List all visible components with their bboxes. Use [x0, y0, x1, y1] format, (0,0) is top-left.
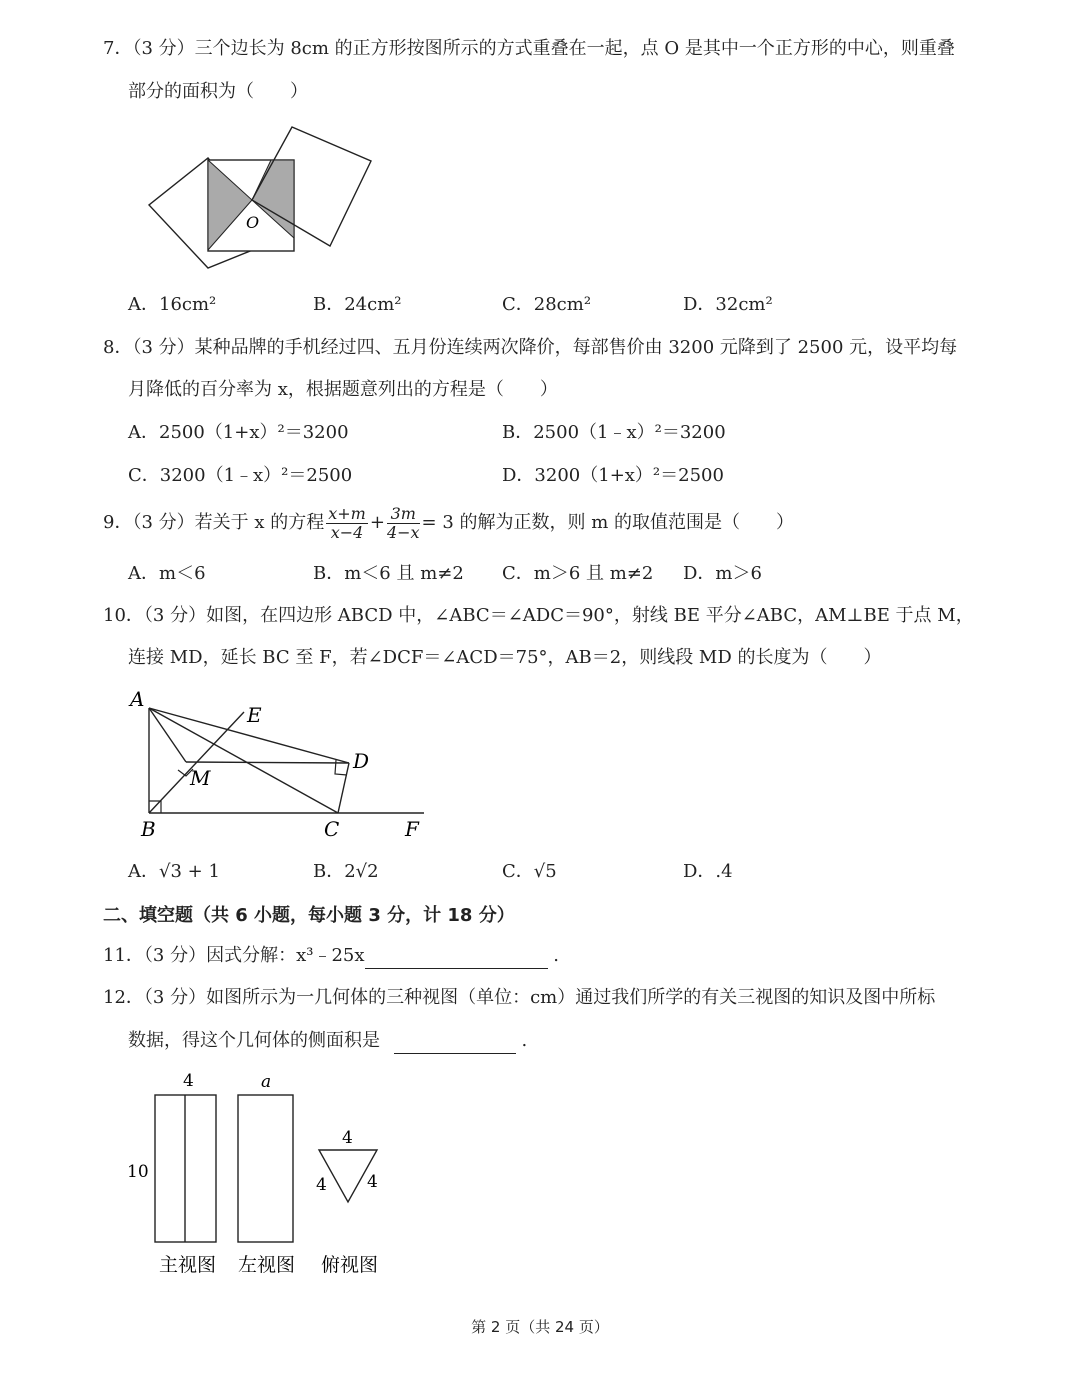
- q10-label-d: D: [353, 749, 370, 773]
- q9-suffix: = 3 的解为正数，则 m 的取值范围是（ ）: [421, 512, 795, 533]
- q10-label-e: E: [247, 703, 262, 727]
- q12-tri-top: 4: [342, 1128, 353, 1148]
- q11-end: .: [553, 945, 559, 966]
- q8-option-d: D．3200（1+x）²＝2500: [502, 465, 724, 486]
- q9-frac1-denominator: x−4: [330, 522, 364, 542]
- q12-line2-text: 数据，得这个几何体的侧面积是: [128, 1030, 380, 1051]
- q12-height: 10: [127, 1162, 149, 1182]
- q9-prefix: 9．（3 分）若关于 x 的方程: [103, 512, 325, 533]
- q12-caption-top: 俯视图: [321, 1254, 379, 1276]
- q12-front-width: 4: [183, 1071, 194, 1091]
- q12-end: .: [521, 1030, 528, 1051]
- q10-label-b: B: [141, 817, 156, 841]
- q10-option-a: A．√3 + 1: [128, 861, 220, 882]
- q12-figure: [120, 1065, 420, 1285]
- q12-tri-right: 4: [367, 1172, 378, 1192]
- q10-label-c: C: [324, 817, 340, 841]
- q7-point-o-label: O: [246, 213, 260, 232]
- q10-option-b: B．2√2: [313, 861, 379, 882]
- q11-line: [103, 944, 559, 969]
- q9-line: [103, 503, 794, 543]
- q10-segment-md: [186, 762, 349, 763]
- q9-plus: +: [369, 512, 385, 533]
- q12-caption-front: 主视图: [159, 1254, 217, 1276]
- q8-line1: 8．（3 分）某种品牌的手机经过四、五月份连续两次降价，每部售价由 3200 元降到了 2500 元，设平均每: [103, 337, 958, 358]
- q12-tri-left: 4: [316, 1175, 327, 1195]
- q10-label-m: M: [190, 766, 211, 790]
- q9-option-d: D．m＞6: [683, 563, 762, 584]
- q10-label-a: A: [130, 687, 145, 711]
- section-heading: 二、填空题（共 6 小题，每小题 3 分，计 18 分）: [103, 905, 515, 926]
- q10-segment-ac: [149, 708, 338, 813]
- q10-figure: [120, 680, 440, 850]
- q7-line1: 7．（3 分）三个边长为 8cm 的正方形按图所示的方式重叠在一起，点 O 是其中一个正方形的中心，则重叠: [103, 38, 955, 59]
- page-footer: 第 2 页（共 24 页）: [471, 1318, 609, 1336]
- q9-frac2-numerator: 3m: [387, 505, 420, 524]
- q12-line2: [128, 1029, 527, 1054]
- q12-left-width: a: [261, 1072, 272, 1092]
- q12-line1: 12．（3 分）如图所示为一几何体的三种视图（单位：cm）通过我们所学的有关三视图的知识及图中所标: [103, 987, 936, 1008]
- q11-answer-blank: [365, 944, 548, 969]
- q7-figure: [120, 120, 390, 280]
- q8-option-c: C．3200（1﹣x）²＝2500: [128, 465, 353, 486]
- q9-frac1-numerator: x+m: [328, 503, 366, 523]
- q8-option-b: B．2500（1﹣x）²＝3200: [502, 422, 726, 443]
- q9-option-a: A．m＜6: [128, 563, 206, 584]
- q7-option-c: C．28cm²: [502, 294, 592, 315]
- q9-fraction-1: [326, 505, 368, 542]
- q7-line2: 部分的面积为（ ）: [128, 81, 308, 102]
- q10-line1: 10．（3 分）如图，在四边形 ABCD 中，∠ABC＝∠ADC＝90°，射线 BE 平分∠ABC，AM⊥BE 于点 M，: [103, 605, 974, 626]
- q12-answer-blank: [394, 1029, 516, 1054]
- q8-option-a: A．2500（1+x）²＝3200: [128, 422, 349, 443]
- q12-caption-left: 左视图: [238, 1254, 296, 1276]
- q7-option-d: D．32cm²: [683, 294, 773, 315]
- q10-option-c: C．√5: [502, 861, 557, 882]
- q11-text: 11．（3 分）因式分解：x³﹣25x: [103, 945, 365, 966]
- q9-option-c: C．m＞6 且 m≠2: [502, 563, 654, 584]
- q10-label-f: F: [405, 817, 419, 841]
- q9-option-b: B．m＜6 且 m≠2: [313, 563, 464, 584]
- q12-left-view: [238, 1095, 293, 1242]
- q10-segment-dc: [338, 763, 349, 813]
- q7-option-a: A．16cm²: [128, 294, 217, 315]
- q10-option-d: D．.4: [683, 861, 733, 882]
- q8-line2: 月降低的百分率为 x，根据题意列出的方程是（ ）: [128, 379, 558, 400]
- q7-option-b: B．24cm²: [313, 294, 402, 315]
- q10-line2: 连接 MD，延长 BC 至 F，若∠DCF＝∠ACD＝75°，AB＝2，则线段 MD 的长度为（ ）: [128, 647, 882, 668]
- q9-frac2-denominator: 4−x: [386, 522, 420, 542]
- q9-fraction-2: [387, 505, 420, 542]
